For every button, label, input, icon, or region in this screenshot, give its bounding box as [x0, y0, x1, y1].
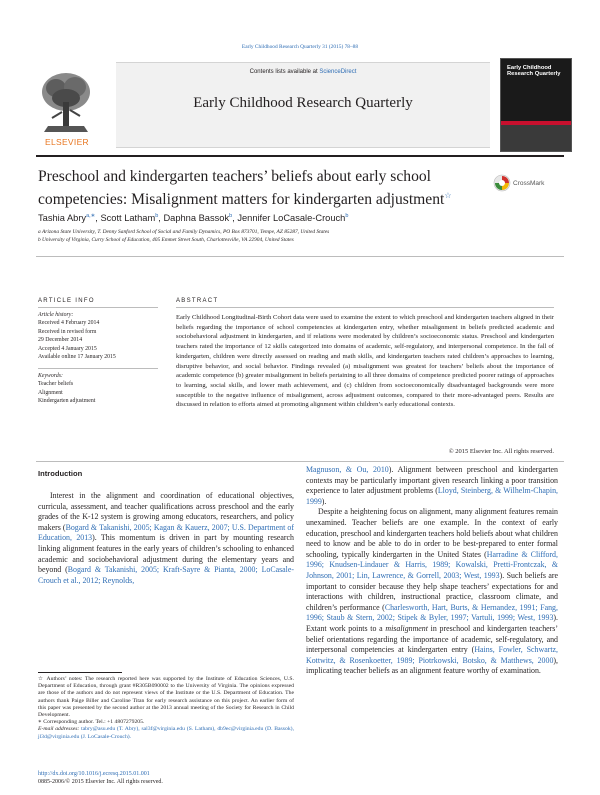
- author-list: Tashia Abry$^{a,∗}$, Scott Latham$^b$, Daphna Bassok$^b$, Jennifer LoCasale-Crouch$^b$: [38, 213, 349, 224]
- article-history: [38, 311, 158, 361]
- history-label: Article history:: [38, 312, 74, 318]
- author-sup[interactable]: b: [229, 213, 233, 219]
- article-info-rule: [38, 307, 158, 308]
- history-line: Available online 17 January 2015: [38, 354, 116, 361]
- keyword[interactable]: Teacher beliefs: [38, 381, 74, 388]
- doi-block: [38, 770, 294, 786]
- author-name[interactable]: Scott Latham: [100, 213, 156, 224]
- email-links[interactable]: tabry@asu.edu (T. Abry), sal3f@virginia.edu (S. Latham), db9ec@virginia.edu (D. Bassok), jl3d@virginia.edu (J. LoCasale-Crouch).: [38, 726, 294, 740]
- crossmark-icon: [493, 174, 511, 192]
- doi-link[interactable]: http://dx.doi.org/10.1016/j.ecresq.2015.01.001: [38, 771, 150, 777]
- abstract-text: Early Childhood Longitudinal-Birth Cohort data were used to examine the extent to which preschool and kindergarten teachers aligned in their beliefs regarding the importance of school competencies at kindergarten entry, whether misalignment in beliefs predicted academic and sociobehavioral adjustment in kindergarten, and if relations were moderated by children’s socioeconomic status. Preschool and kindergarten teachers rated the importance of 12 skills categorized into domains of academic, self-regulatory, and interpersonal competence. In the fall of kindergarten, children were directly assessed on reading and math skills, and kindergarten teachers rated children’s approaches to learning, disruptive behavior, and social behavior. Findings revealed (a) misalignment was greatest for teachers’ beliefs about the importance of academic competence (b) greater misalignment in beliefs pertaining to all three domains of competence predicted poorer ratings of approaches to learning, social skills, and lower math achievement, and (c) children from socioeconomically disadvantaged backgrounds were more susceptible to the negative influence of misalignment, across adjustment outcomes, compared to their more-advantaged peers. Results are discussed in relation to efforts aimed at promoting alignment within children’s early educational contexts.: [176, 314, 554, 409]
- citation-link[interactable]: Hains, Fowler, Schwartz, Kottwitz, & Rosenkoetter, 1989; Piotrkowski, Botsko, & Matthews, 2000: [306, 645, 558, 665]
- keywords-label: Keywords:: [38, 373, 63, 379]
- affiliation-a: a Arizona State University, T. Denny Sanford School of Social and Family Dynamics, PO Box 873701, Tempe, AZ 85287, United States: [38, 229, 330, 235]
- header-rule: [36, 155, 564, 157]
- author-name[interactable]: Jennifer LoCasale-Crouch: [237, 213, 346, 224]
- journal-cover-thumbnail: [500, 58, 572, 152]
- abstract-copyright: © 2015 Elsevier Inc. All rights reserved.: [448, 448, 554, 455]
- history-line: Received 4 February 2014: [38, 320, 100, 327]
- abstract-bottom-rule: [36, 461, 564, 462]
- abstract-rule: [176, 307, 554, 308]
- footnote-corresponding: ∗ Corresponding author. Tel.: +1 4807279205.: [38, 719, 145, 726]
- title-footnote-mark[interactable]: ☆: [444, 190, 452, 200]
- history-line: Accepted 4 January 2015: [38, 345, 97, 352]
- author-name[interactable]: Tashia Abry: [38, 213, 87, 224]
- crossmark-label: CrossMark: [513, 180, 545, 187]
- contents-line: Contents lists available at ScienceDirect: [249, 69, 357, 75]
- footnote-rule: [38, 672, 122, 673]
- sciencedirect-link[interactable]: ScienceDirect: [319, 69, 357, 75]
- publisher-name: ELSEVIER: [45, 137, 89, 147]
- footnote-emails: E-mail addresses: tabry@asu.edu (T. Abry), sal3f@virginia.edu (S. Latham), db9ec@virginia.edu (D. Bassok), jl3d@virginia.edu (J. LoCasale-Crouch).: [38, 726, 294, 740]
- history-line: 29 December 2014: [38, 337, 83, 344]
- affiliation-rule: [36, 256, 564, 257]
- journal-reference[interactable]: Early Childhood Research Quarterly 31 (2015) 78–88: [241, 44, 359, 50]
- elsevier-tree-logo-icon: [38, 68, 94, 138]
- citation-link[interactable]: Bogard & Takanishi, 2005; Kagan & Kauerz, 2007; U.S. Department of Education, 2013: [38, 522, 294, 543]
- citation-link[interactable]: Lloyd, Steinberg, & Wilhelm-Chapin, 1999: [306, 486, 558, 506]
- footnotes: [38, 676, 294, 741]
- body-column-right: [306, 465, 558, 677]
- keyword[interactable]: Kindergarten adjustment: [38, 398, 96, 405]
- citation-link[interactable]: Harradine & Clifford, 1996; Knudsen-Lindauer & Harris, 1989; Kowalski, Pretti-Frontczak, & Johnson, 2001; Lin, Lawrence, & Gorrell, 2003; West, 1993: [306, 549, 558, 580]
- article-info-heading: ARTICLE INFO: [38, 298, 95, 304]
- citation-link[interactable]: Bogard & Takanishi, 2005; Kraft-Sayre & Pianta, 2000; LoCasale-Crouch et al., 2012; Reynolds,: [38, 565, 294, 585]
- body-paragraph: Magnuson, & Ou, 2010). Alignment between preschool and kindergarten contexts may be particularly important given research linking a poor transition experience to later adjustment problems (Lloyd, Steinberg, & Wilhelm-Chapin, 1999).: [306, 465, 558, 506]
- author-name[interactable]: Daphna Bassok: [163, 213, 230, 224]
- issn-line: 0885-2006/© 2015 Elsevier Inc. All rights reserved.: [38, 779, 163, 785]
- article-title: Preschool and kindergarten teachers’ beliefs about early school competencies: Misalignment matters for kindergarten adjustment☆: [38, 168, 452, 208]
- history-line: Received in revised form: [38, 328, 97, 335]
- crossmark-badge[interactable]: [493, 174, 553, 196]
- citation-link[interactable]: Charlesworth, Hart, Burts, & Hernandez, 1991; Fang, 1996; Staub & Stern, 2002; Stipek & Byler, 1997; Vartuli, 1999; West, 1993: [306, 602, 558, 623]
- body-paragraph: Despite a heightening focus on alignment, many alignment features remain unexamined. Teacher beliefs are one example. In the context of early education, preschool and kindergarten teachers hold beliefs about what children need to know and be able to do in order to be best-prepared to enter formal schooling, typically kindergarten in the United States (Harradine & Clifford, 1996; Knudsen-Lindauer & Harris, 1989; Kowalski, Pretti-Frontczak, & Johnson, 2001; Lin, Lawrence, & Gorrell, 2003; West, 1993). Such beliefs are important to consider because they help shape teachers’ expectations for and interactions with children, instructional practice, classroom climate, and children’s performance (Charlesworth, Hart, Burts, & Hernandez, 1991; Fang, 1996; Staub & Stern, 2002; Stipek & Byler, 1997; Vartuli, 1999; West, 1993). Extant work points to a misalignment in preschool and kindergarten teachers’ belief orientations regarding the importance of academic, self-regulatory, and interpersonal competencies at kindergarten entry (Hains, Fowler, Schwartz, Kottwitz, & Rosenkoetter, 1989; Piotrkowski, Botsko, & Matthews, 2000), implicating teacher beliefs as an alignment feature worthy of examination.: [306, 507, 558, 676]
- section-heading-introduction: Introduction: [38, 469, 83, 478]
- cover-title: Early Childhood Research Quarterly: [507, 65, 561, 78]
- keywords-block: [38, 372, 158, 406]
- body-paragraph: Interest in the alignment and coordination of educational objectives, curricula, assessment, and teacher qualifications across preschool and the early grades of the K-12 system is growing among educators, researchers, and policy makers (Bogard & Takanishi, 2005; Kagan & Kauerz, 2007; U.S. Department of Education, 2013). This momentum is driven in part by mounting research linking alignment features in the early years of children’s schooling to enhanced academic and sociobehavioral adjustment during the elementary years and beyond (Bogard & Takanishi, 2005; Kraft-Sayre & Pianta, 2000; LoCasale-Crouch et al., 2012; Reynolds,: [38, 491, 294, 585]
- author-sup[interactable]: b: [155, 213, 159, 219]
- keywords-rule: [38, 368, 158, 369]
- abstract-heading: ABSTRACT: [176, 298, 219, 304]
- citation-link[interactable]: Magnuson, & Ou, 2010: [306, 465, 389, 474]
- author-sup[interactable]: a,∗: [86, 213, 96, 219]
- cover-stripe: [501, 125, 571, 151]
- affiliation-b: b University of Virginia, Curry School of Education, 405 Emmet Street South, Charlottesville, VA 22904, United States: [38, 237, 294, 243]
- keyword[interactable]: Alignment: [38, 389, 63, 396]
- journal-title: Early Childhood Research Quarterly: [193, 95, 413, 111]
- body-column-left: [38, 491, 294, 586]
- journal-header: [24, 58, 573, 150]
- footnote-authors-notes: ☆ Authors’ notes: The research reported here was supported by the Institute of Education Sciences, U.S. Department of Education, through grant #R305B090002 to the University of Virginia. The opinions expressed are those of the authors and do not represent views of the Institute or the U.S. Department of Education. The authors thank Paige Biller and Caroline Titan for early research assistance on this project. An earlier form of this paper was presented by the second author at the 2013 annual meeting of the Society for Research in Child Development.: [38, 676, 294, 719]
- journal-banner: [116, 62, 490, 148]
- author-sup[interactable]: b: [345, 213, 349, 219]
